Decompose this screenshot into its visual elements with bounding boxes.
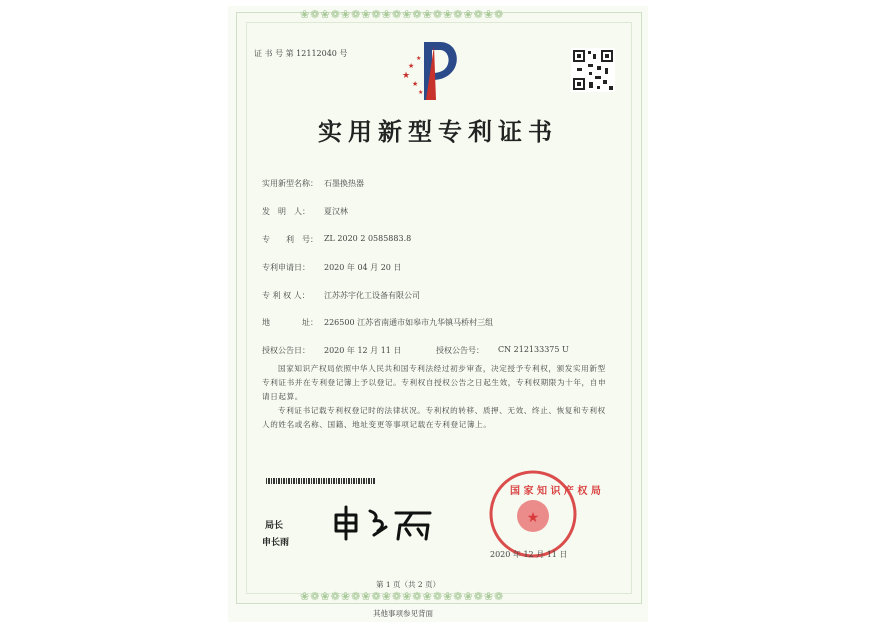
- cnipa-logo: [396, 34, 470, 106]
- certificate-number: 证 书 号 第 12112040 号: [254, 49, 348, 58]
- bottom-ornament: ❀❁❀❁❀❁❀❁❀❁❀❁❀❁❀❁❀❁❀❁: [300, 590, 505, 603]
- certificate-title: 实用新型专利证书: [318, 118, 558, 146]
- field-value-inventor: 夏汉林: [324, 207, 348, 216]
- barcode: [266, 478, 376, 484]
- field-value-address: 226500 江苏省南通市如皋市九华镇马桥村三组: [324, 318, 494, 327]
- svg-text:★: ★: [526, 510, 540, 526]
- footer-note: 其他事项参见背面: [373, 609, 433, 618]
- grant-date-value: 2020 年 12 月 11 日: [324, 346, 402, 355]
- statement-paragraph-1: 国家知识产权局依照中华人民共和国专利法经过初步审查，决定授予专利权，颁发实用新型专利证书并在专利登记簿上予以登记。专利权自授权公告之日起生效，专利权期限为十年，自申请日起算。: [262, 364, 607, 401]
- qr-code-icon: [571, 48, 615, 92]
- top-ornament: ❀❁❀❁❀❁❀❁❀❁❀❁❀❁❀❁❀❁❀❁: [300, 8, 505, 21]
- svg-text:★: ★: [412, 80, 419, 88]
- field-label-owner: 专 利 权 人：: [262, 291, 310, 300]
- statement-paragraph-2: 专利证书记载专利权登记时的法律状况。专利权的转移、质押、无效、终止、恢复和专利权人的姓名或名称、国籍、地址变更等事项记载在专利登记簿上。: [262, 406, 606, 429]
- svg-text:★: ★: [402, 71, 411, 81]
- svg-text:★: ★: [416, 55, 422, 62]
- field-label-patent-no: 专 利 号：: [262, 235, 318, 244]
- grant-date-label: 授权公告日：: [262, 346, 310, 355]
- field-label-apply-date: 专利申请日：: [262, 263, 310, 272]
- field-label-address: 地 址：: [262, 318, 318, 327]
- field-value-apply-date: 2020 年 04 月 20 日: [324, 263, 402, 272]
- grant-no-value: CN 212133375 U: [498, 345, 569, 354]
- field-label-inventor: 发 明 人：: [262, 207, 310, 216]
- svg-text:★: ★: [418, 89, 424, 96]
- svg-text:★: ★: [408, 62, 415, 70]
- page-indicator: 第 1 页（共 2 页）: [376, 580, 441, 589]
- director-signature: [330, 505, 440, 541]
- field-value-owner: 江苏苏宇化工设备有限公司: [324, 291, 420, 300]
- seal-date: 2020 年 12 月 11 日: [490, 550, 568, 559]
- director-name: 申长雨: [262, 538, 290, 548]
- field-value-name: 石墨换热器: [324, 179, 364, 188]
- field-value-patent-no: ZL 2020 2 0585883.8: [324, 234, 412, 243]
- grant-no-label: 授权公告号：: [436, 346, 484, 355]
- field-label-name: 实用新型名称：: [262, 179, 318, 188]
- svg-text:国 家 知 识 产 权 局: 国 家 知 识 产 权 局: [510, 486, 601, 497]
- director-title: 局长: [265, 521, 284, 531]
